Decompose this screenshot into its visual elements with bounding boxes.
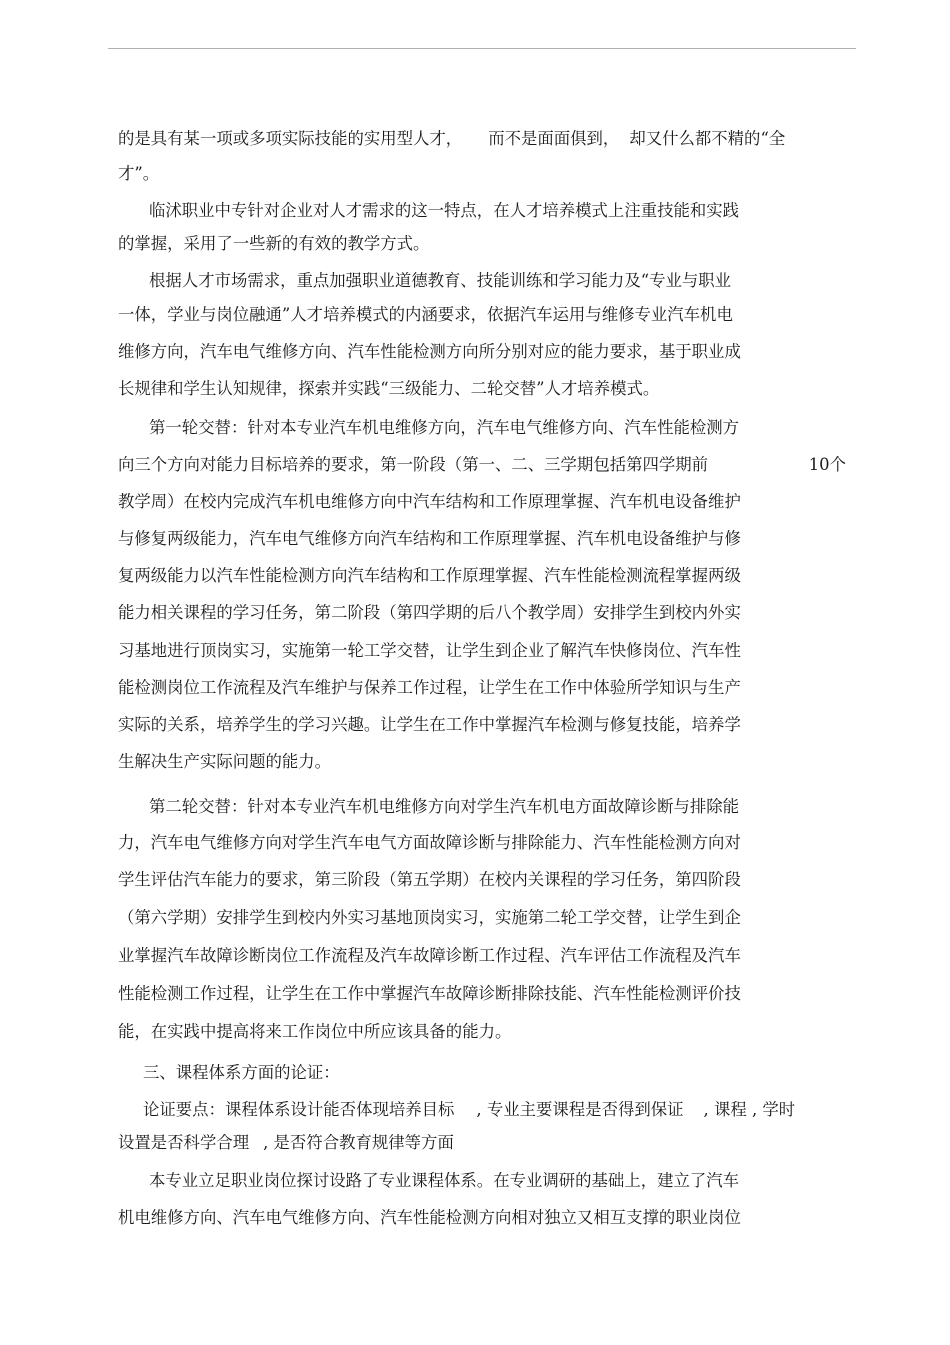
text-line-tail: 10个 [808, 455, 846, 474]
text-line: 临沭职业中专针对企业对人才需求的这一特点，在人才培养模式上注重技能和实践 [149, 201, 740, 220]
text-segment: , 课程 , 学时 [703, 1100, 796, 1119]
text-line: 性能检测工作过程，让学生在工作中掌握汽车故障诊断排除技能、汽车性能检测评价技 [118, 984, 741, 1003]
text-line: 力，汽车电气维修方向对学生汽车电气方面故障诊断与排除能力、汽车性能检测方向对 [118, 833, 741, 852]
text-line: 才”。 [118, 164, 160, 183]
text-line: 复两级能力以汽车性能检测方向汽车结构和工作原理掌握、汽车性能检测流程掌握两级 [118, 566, 741, 585]
text-line: 的掌握，采用了一些新的有效的教学方式。 [118, 234, 430, 253]
text-line: 第二轮交替：针对本专业汽车机电维修方向对学生汽车机电方面故障诊断与排除能 [149, 797, 740, 816]
text-line: 维修方向，汽车电气维修方向、汽车性能检测方向所分别对应的能力要求，基于职业成 [118, 342, 741, 361]
section-heading: 三、课程体系方面的论证： [143, 1063, 340, 1082]
text-line: 习基地进行顶岗实习，实施第一轮工学交替，让学生到企业了解汽车快修岗位、汽车性 [118, 641, 741, 660]
text-line: 与修复两级能力，汽车电气维修方向汽车结构和工作原理掌握、汽车机电设备维护与修 [118, 529, 741, 548]
text-line: 能检测岗位工作流程及汽车维护与保养工作过程，让学生在工作中体验所学知识与生产 [118, 678, 741, 697]
text-line: 机电维修方向、汽车电气维修方向、汽车性能检测方向相对独立又相互支撑的职业岗位 [118, 1208, 741, 1227]
text-line: 实际的关系，培养学生的学习兴趣。让学生在工作中掌握汽车检测与修复技能，培养学 [118, 715, 741, 734]
text-line: 能，在实践中提高将来工作岗位中所应该具备的能力。 [118, 1022, 512, 1041]
text-line: 一体，学业与岗位融通”人才培养模式的内涵要求，依据汽车运用与维修专业汽车机电 [118, 305, 733, 324]
text-line: （第六学期）安排学生到校内外实习基地顶岗实习，实施第二轮工学交替，让学生到企 [118, 908, 741, 927]
text-line [118, 1128, 454, 1158]
text-line: 业掌握汽车故障诊断岗位工作流程及汽车故障诊断工作过程、汽车评估工作流程及汽车 [118, 946, 741, 965]
text-line: 本专业立足职业岗位探讨设路了专业课程体系。在专业调研的基础上，建立了汽车 [149, 1171, 740, 1190]
text-line: 向三个方向对能力目标培养的要求，第一阶段（第一、二、三学期包括第四学期前 [118, 455, 709, 474]
text-segment: 论证要点：课程体系设计能否体现培养目标 [143, 1100, 455, 1119]
text-segment: 的是具有某一项或多项实际技能的实用型人才， [118, 129, 463, 148]
header-rule [108, 48, 856, 49]
text-segment: 设置是否科学合理 [118, 1133, 250, 1152]
text-line: 长规律和学生认知规律，探索并实践“三级能力、二轮交替”人才培养模式。 [118, 379, 660, 398]
text-line: 能力相关课程的学习任务，第二阶段（第四学期的后八个教学周）安排学生到校内外实 [118, 603, 741, 622]
text-line: 第一轮交替：针对本专业汽车机电维修方向，汽车电气维修方向、汽车性能检测方 [149, 418, 740, 437]
text-line [143, 1095, 795, 1125]
text-line: 教学周）在校内完成汽车机电维修方向中汽车结构和工作原理掌握、汽车机电设备维护 [118, 492, 741, 511]
text-segment: 却又什么都不精的“全 [629, 129, 786, 148]
text-line: 学生评估汽车能力的要求，第三阶段（第五学期）在校内关课程的学习任务，第四阶段 [118, 870, 741, 889]
text-line [118, 124, 785, 154]
text-line: 根据人才市场需求，重点加强职业道德教育、技能训练和学习能力及“专业与职业 [149, 271, 732, 290]
text-segment: , 是否符合教育规律等方面 [263, 1133, 454, 1152]
text-segment: 而不是面面俱到， [488, 129, 620, 148]
text-segment: , 专业主要课程是否得到保证 [476, 1100, 684, 1119]
text-line: 生解决生产实际问题的能力。 [118, 752, 332, 771]
